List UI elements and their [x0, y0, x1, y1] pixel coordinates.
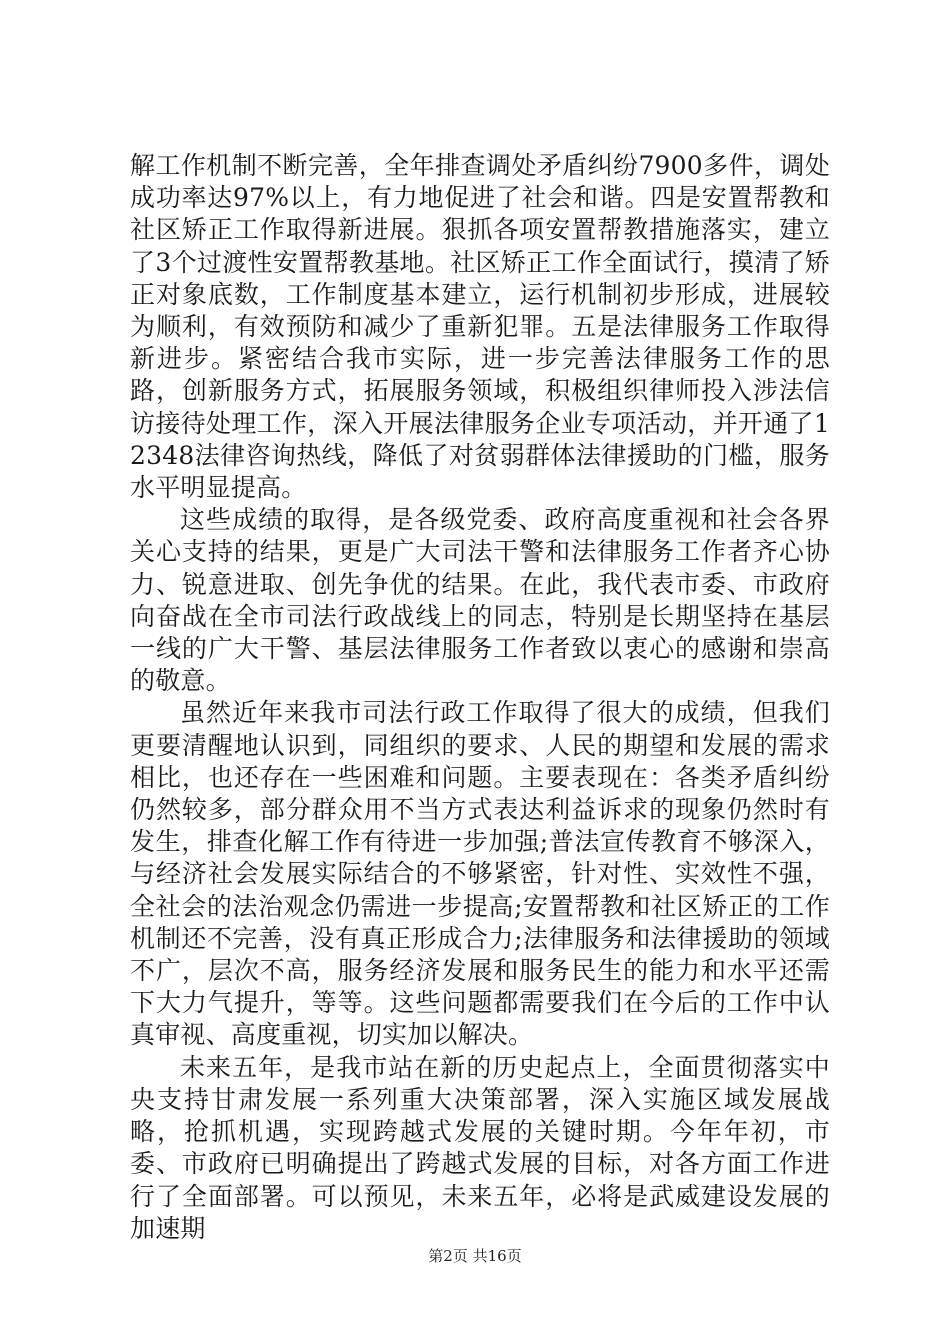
paragraph-1: 解工作机制不断完善，全年排查调处矛盾纠纷7900多件，调处成功率达97%以上，有力地促进了社会和谐。四是安置帮教和社区矫正工作取得新进展。狠抓各项安置帮教措施落实，建立了3个过渡性安置帮教基地。社区矫正工作全面试行，摸清了矫正对象底数，工作制度基本建立，运行机制初步形成，进展较为顺利，有效预防和减少了重新犯罪。五是法律服务工作取得新进步。紧密结合我市实际，进一步完善法律服务工作的思路，创新服务方式，拓展服务领域，积极组织律师投入涉法信访接待处理工作，深入开展法律服务企业专项活动，并开通了12348法律咨询热线，降低了对贫弱群体法律援助的门槛，服务水平明显提高。	[130, 151, 830, 503]
paragraph-4: 未来五年，是我市站在新的历史起点上，全面贯彻落实中央支持甘肃发展一系列重大决策部署，深入实施区域发展战略，抢抓机遇，实现跨越式发展的关键时期。今年年初，市委、市政府已明确提出了跨越式发展的目标，对各方面工作进行了全面部署。可以预见，未来五年，必将是武威建设发展的加速期	[130, 1052, 830, 1243]
page-number-footer: 第2页 共16页	[428, 1247, 522, 1265]
paragraph-2: 这些成绩的取得，是各级党委、政府高度重视和社会各界关心支持的结果，更是广大司法干警和法律服务工作者齐心协力、锐意进取、创先争优的结果。在此，我代表市委、市政府向奋战在全市司法行政战线上的同志，特别是长期坚持在基层一线的广大干警、基层法律服务工作者致以衷心的感谢和崇高的敬意。	[130, 505, 830, 696]
document-body	[130, 150, 830, 1245]
paragraph-3: 虽然近年来我市司法行政工作取得了很大的成绩，但我们更要清醒地认识到，同组织的要求、人民的期望和发展的需求相比，也还存在一些困难和问题。主要表现在：各类矛盾纠纷仍然较多，部分群众用不当方式表达利益诉求的现象仍然时有发生，排查化解工作有待进一步加强;普法宣传教育不够深入，与经济社会发展实际结合的不够紧密，针对性、实效性不强，全社会的法治观念仍需进一步提高;安置帮教和社区矫正的工作机制还不完善，没有真正形成合力;法律服务和法律援助的领域不广，层次不高，服务经济发展和服务民生的能力和水平还需下大力气提升，等等。这些问题都需要我们在今后的工作中认真审视、高度重视，切实加以解决。	[130, 698, 830, 1050]
